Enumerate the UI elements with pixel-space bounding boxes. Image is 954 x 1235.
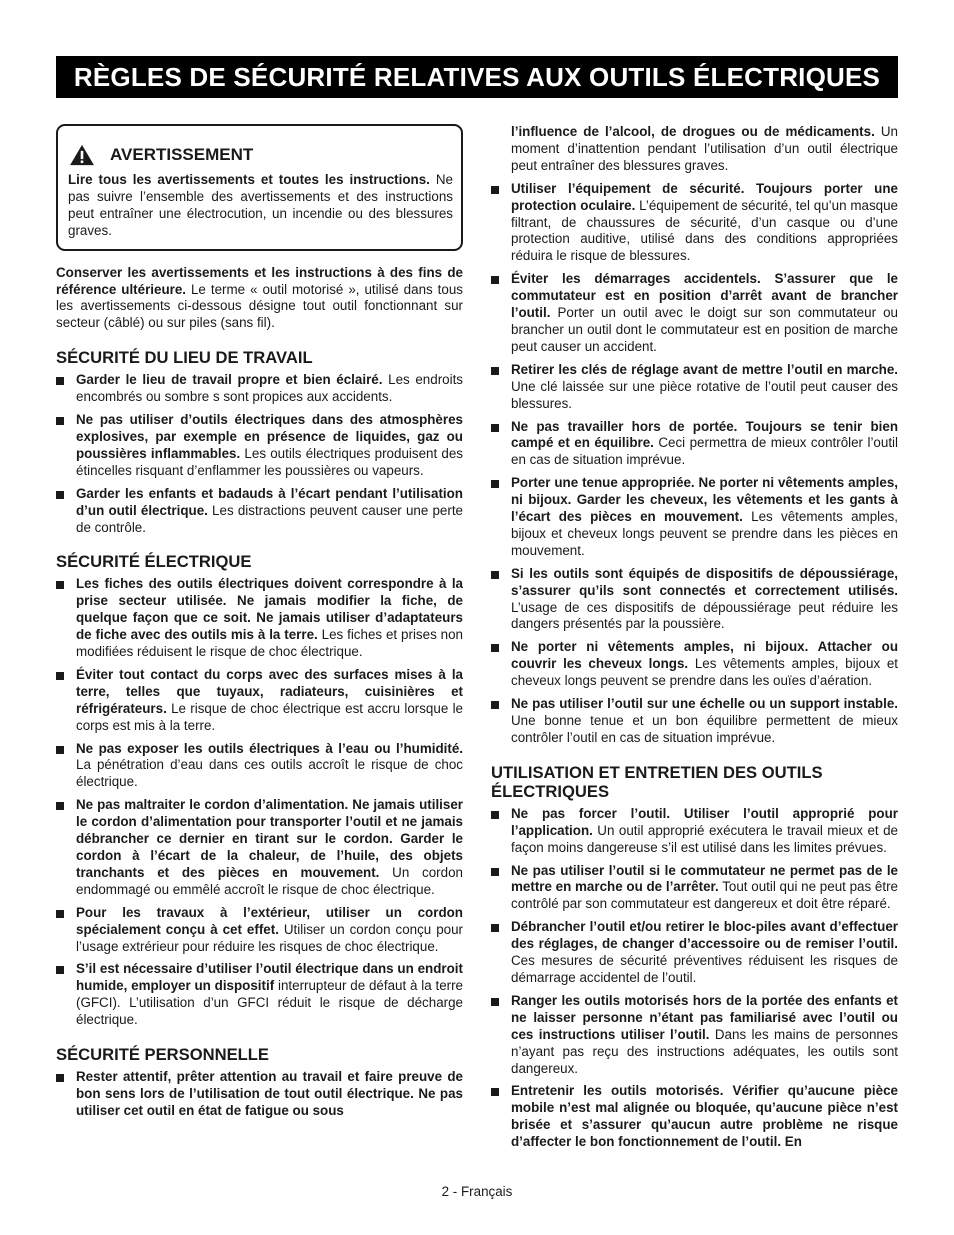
bullet-square-icon [491,644,499,652]
bullet-square-icon [491,424,499,432]
bullet-square-icon [56,581,64,589]
bullet-square-icon [491,811,499,819]
warning-header [68,144,453,166]
bullet-square-icon [56,802,64,810]
list-item: Ne pas travailler hors de portée. Toujours se tenir bien campé et en équilibre. Ceci permettra de mieux contrôler l’outil en cas de situation imprévue. [491,419,898,470]
bullet-square-icon [491,480,499,488]
list-item: Ne porter ni vêtements amples, ni bijoux. Attacher ou couvrir les cheveux longs. Les vêtements amples, bijoux et cheveux longs peuvent se prendre dans les ouïes d’aération. [491,639,898,690]
page-title: RÈGLES DE SÉCURITÉ RELATIVES AUX OUTILS ÉLECTRIQUES [73,61,881,92]
bullet-square-icon [491,186,499,194]
bullet-square-icon [56,377,64,385]
section-title-electrical: SÉCURITÉ ÉLECTRIQUE [56,552,252,572]
list-item: Entretenir les outils motorisés. Vérifier qu’aucune pièce mobile n’est mal alignée ou bloquée, qu’aucune pièce n’est brisée et s’assurer qu’aucun autre problème ne risque d’affecter le bon fonctionnement de l’outil. En [491,1083,898,1151]
list-item: Si les outils sont équipés de dispositifs de dépoussiérage, s’assurer qu’ils sont connectés et correctement utilisés. L’usage de ces dispositifs de dépoussiérage peut réduire les dangers présentés par la poussière. [491,566,898,634]
intro-paragraph: Conserver les avertissements et les instructions à des fins de référence ultérieure. Le terme « outil motorisé », utilisé dans tous les avertissements ci-dessous désigne tout outil fonctionnant sur secteur (câblé) ou sur piles (sans fil). [56,264,463,331]
bullet-square-icon [491,701,499,709]
bullet-square-icon [491,924,499,932]
electrical-list [56,576,463,1029]
warning-title: AVERTISSEMENT [110,144,254,164]
left-column [56,124,463,1126]
list-item: Ne pas utiliser l’outil sur une échelle ou un support instable. Une bonne tenue et un bon équilibre permettent de mieux contrôler l’outil en cas de situation imprévue. [491,696,898,747]
list-item: Les fiches des outils électriques doivent correspondre à la prise secteur utilisée. Ne jamais modifier la fiche, de quelque façon que ce soit. Ne jamais utiliser d’adaptateurs de fiche avec des outils mis à la terre. Les fiches et prises non modifiées réduisent le risque de choc électrique. [56,576,463,661]
list-item: Ne pas utiliser l’outil si le commutateur ne permet pas de le mettre en marche ou de l’arrêter. Tout outil qui ne peut pas être contrôlé par son commutateur est dangereux et doit être réparé. [491,863,898,914]
list-item: Rester attentif, prêter attention au travail et faire preuve de bon sens lors de l’utilisation de tout outil électrique. Ne pas utiliser cet outil en état de fatigue ou sous [56,1069,463,1120]
list-item: Garder le lieu de travail propre et bien éclairé. Les endroits encombrés ou sombre s sont propices aux accidents. [56,372,463,406]
bullet-square-icon [56,1074,64,1082]
bullet-square-icon [56,910,64,918]
bullet-square-icon [491,367,499,375]
page-number: 2 - Français [441,1184,513,1199]
section-title-personal: SÉCURITÉ PERSONNELLE [56,1045,269,1065]
list-item: Éviter tout contact du corps avec des surfaces mises à la terre, telles que tuyaux, radiateurs, cuisinières et réfrigérateurs. Le risque de choc électrique est accru lorsque le corps est mis à la terre. [56,667,463,735]
bullet-square-icon [56,491,64,499]
list-item: Utiliser l’équipement de sécurité. Toujours porter une protection oculaire. L’équipement de sécurité, tel qu’un masque filtrant, de chaussures de sécurité, d’un casque ou d’une protection auditive, utilisé dans des conditions appropriées réduira le risque de blessures. [491,181,898,266]
page-footer [0,1184,954,1199]
list-item: S’il est nécessaire d’utiliser l’outil électrique dans un endroit humide, employer un dispositif interrupteur de défaut à la terre (GFCI). L’utilisation d’un GFCI réduit le risque de décharge électrique. [56,961,463,1029]
list-item: Débrancher l’outil et/ou retirer le bloc-piles avant d’effectuer des réglages, de changer d’accessoire ou de remiser l’outil. Ces mesures de sécurité préventives réduisent les risques de démarrage accidentel de l’outil. [491,919,898,987]
section-title-tool-use: UTILISATION ET ENTRETIEN DES OUTILS ÉLECTRIQUES [491,762,823,801]
warning-text: Lire tous les avertissements et toutes les instructions. Ne pas suivre l’ensemble des avertissements et des instructions peut entraîner une électrocution, un incendie ou des blessures graves. [68,172,453,238]
page-title-banner [56,56,898,98]
bullet-square-icon [56,966,64,974]
list-item: Garder les enfants et badauds à l’écart pendant l’utilisation d’un outil électrique. Les distractions peuvent causer une perte de contrôle. [56,486,463,537]
list-item: Ne pas exposer les outils électriques à l’eau ou l’humidité. La pénétration d’eau dans ces outils accroît le risque de choc électrique. [56,741,463,792]
list-item: Ne pas utiliser d’outils électriques dans des atmosphères explosives, par exemple en présence de liquides, gaz ou poussières inflammables. Les outils électriques produisent des étincelles risquant d’enflammer les poussières ou vapeurs. [56,412,463,480]
warning-box [56,124,463,251]
tool-use-list [491,806,898,1151]
list-item: Ne pas forcer l’outil. Utiliser l’outil approprié pour l’application. Un outil approprié exécutera le travail mieux et de façon moins dangereuse s’il est utilisé dans les limites prévues. [491,806,898,857]
warning-triangle-icon [68,144,96,166]
bullet-square-icon [491,276,499,284]
list-item: Pour les travaux à l’extérieur, utiliser un cordon spécialement conçu à cet effet. Utiliser un cordon conçu pour l’usage extrérieur pour réduire les risques de choc électrique. [56,905,463,956]
bullet-square-icon [491,868,499,876]
right-column [491,124,898,1157]
personal-list-start [56,1069,463,1120]
list-item: Porter une tenue appropriée. Ne porter ni vêtements amples, ni bijoux. Garder les cheveux, les vêtements et les gants à l’écart des pièces en mouvement. Les vêtements amples, bijoux et cheveux longs peuvent se prendre dans les pièces en mouvement. [491,475,898,560]
list-item: Ne pas maltraiter le cordon d’alimentation. Ne jamais utiliser le cordon d’alimentation pour transporter l’outil et ne jamais débrancher ce dernier en tirant sur le cordon. Garder le cordon à l’écart de la chaleur, de l’huile, des objets tranchants et des pièces en mouvement. Un cordon endommagé ou emmêlé accroît le risque de choc électrique. [56,797,463,898]
list-item: Retirer les clés de réglage avant de mettre l’outil en marche. Une clé laissée sur une pièce rotative de l’outil peut causer des blessures. [491,362,898,413]
personal-list [491,181,898,747]
bullet-square-icon [56,746,64,754]
bullet-square-icon [56,672,64,680]
bullet-square-icon [491,571,499,579]
personal-item-continuation: l’influence de l’alcool, de drogues ou de médicaments. Un moment d’inattention pendant l’utilisation d’un outil électrique peut entraîner des blessures graves. [511,124,898,173]
bullet-square-icon [491,1088,499,1096]
list-item: Éviter les démarrages accidentels. S’assurer que le commutateur est en position d’arrêt avant de brancher l’outil. Porter un outil avec le doigt sur son commutateur ou brancher un outil dont le commutateur est en position de marche peut causer un accident. [491,271,898,356]
list-item: Ranger les outils motorisés hors de la portée des enfants et ne laisser personne n’étant pas familiarisé avec l’outil ou ces instructions utiliser l’outil. Dans les mains de personnes n’ayant pas reçu des instructions adéquates, les outils sont dangereux. [491,993,898,1078]
section-title-work-area: SÉCURITÉ DU LIEU DE TRAVAIL [56,348,313,368]
bullet-square-icon [491,998,499,1006]
work-area-list [56,372,463,536]
bullet-square-icon [56,417,64,425]
